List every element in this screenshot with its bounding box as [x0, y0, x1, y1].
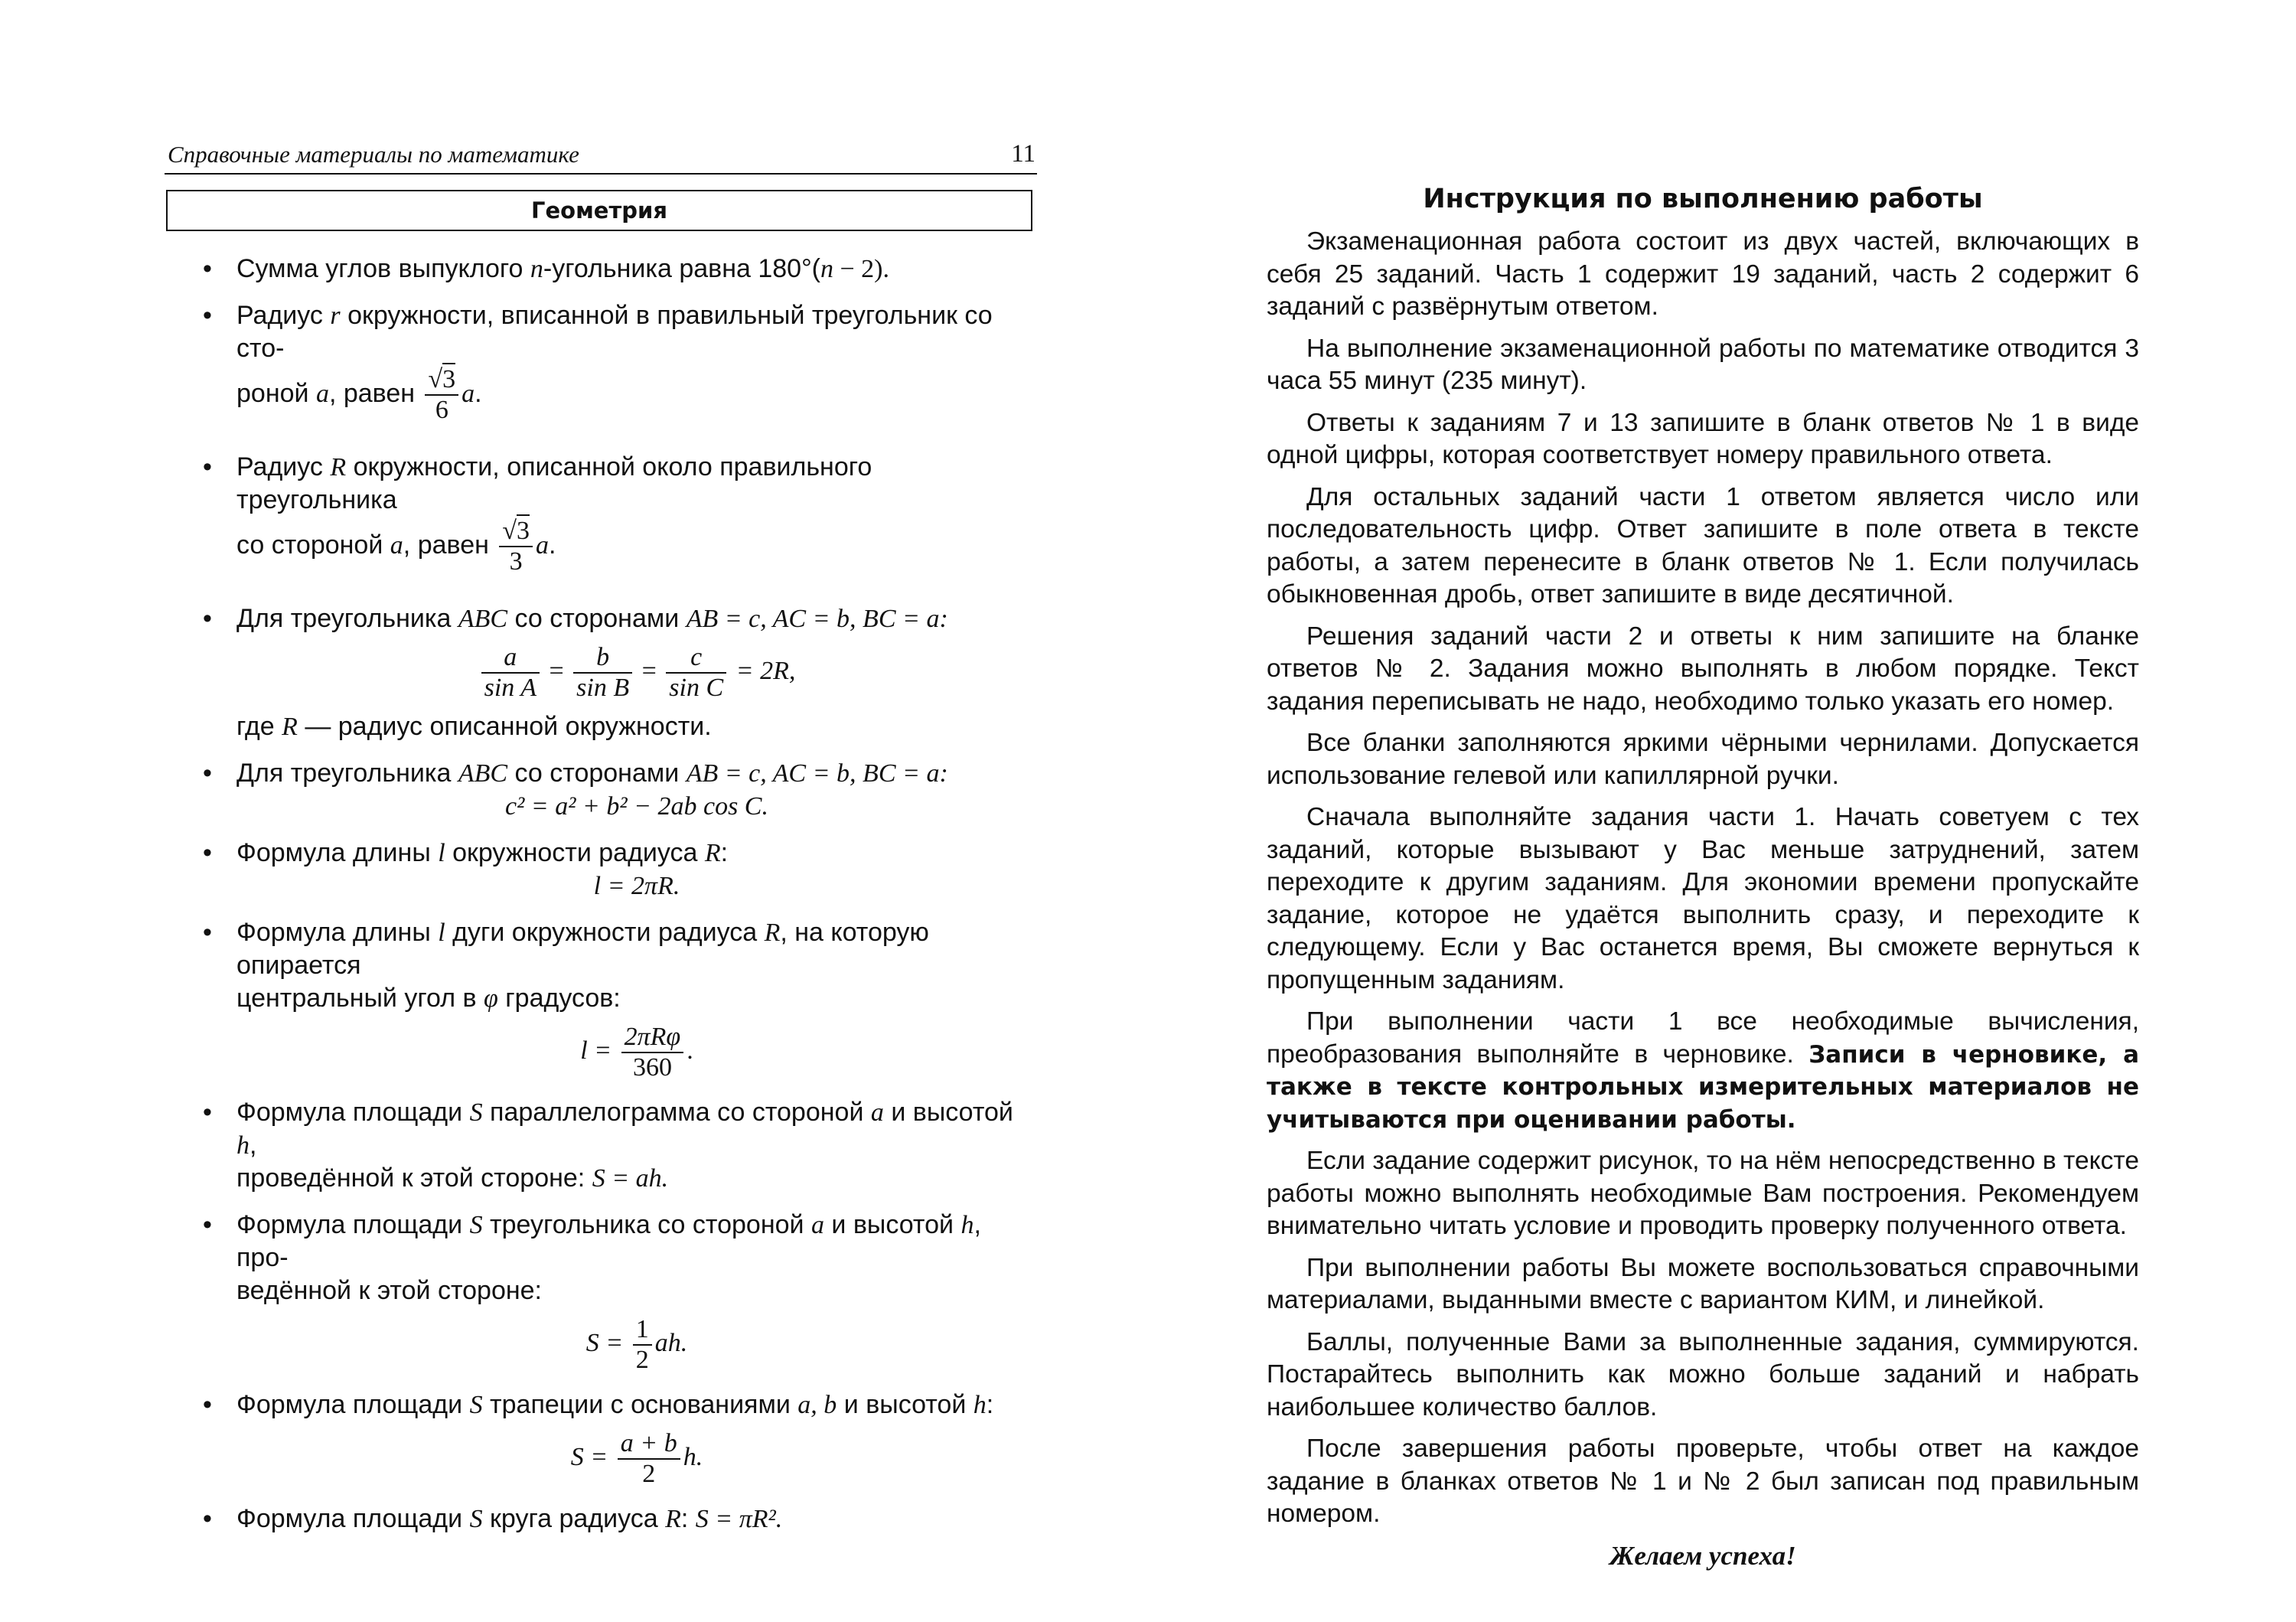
draft-bold-text: Записи в черновике, а также в тексте контрольных измерительных материалов не учитываются при оценивании работы. [1267, 1040, 2139, 1134]
formula-inscribed-radius: • Радиус r окружности, вписанной в правильный треугольник со сто- роной a, равен $\frac{√3}{6}$ a. [165, 299, 1037, 425]
instruction-paragraph: При выполнении работы Вы можете воспользоваться справочными материалами, выданными вместе с вариантом КИМ, и линейкой. [1267, 1253, 2139, 1314]
instruction-paragraph: Ответы к заданиям 7 и 13 запишите в бланк ответов № 1 в виде одной цифры, которая соответствует номеру правильного ответа. [1267, 408, 2139, 469]
formula-cosine-law: • Для треугольника ABC со сторонами AB = c, AC = b, BC = a: c² = a² + b² − 2ab cos C. [165, 757, 1037, 823]
instruction-paragraph: Сначала выполняйте задания части 1. Начать советуем с тех заданий, которые вызывают у Вас меньше затруднений, затем переходите к другим заданиям. Для экономии времени пропускайте задание, которое не удаётся выполнить сразу, и переходите к следующему. Если у Вас останется время, Вы сможете вернуться к пропущенным заданиям. [1267, 803, 2139, 994]
running-title: Справочные материалы по математике [168, 141, 579, 168]
draft-plain-text: При выполнении части 1 все необходимые вычисления, преобразования выполняйте в черновике. [1267, 1007, 2139, 1069]
instruction-paragraph: Все бланки заполняются яркими чёрными чернилами. Допускается использование гелевой или капиллярной ручки. [1267, 729, 2139, 790]
right-page [1267, 0, 2139, 1622]
fraction: $\frac{√3}{6}$ [425, 365, 458, 425]
formula-list [165, 253, 1037, 1549]
formula-circumscribed-radius: • Радиус R окружности, описанной около правильного треугольника со стороной a, равен $\frac{√3}{3}$ a. [165, 451, 1037, 576]
instructions-title: Инструкция по выполнению работы [1423, 184, 1983, 214]
instruction-paragraph: Для остальных заданий части 1 ответом является число или последовательность цифр. Ответ запишите в поле ответа в тексте работы, а затем перенесите в бланк ответов № 1. Если получилась обыкновенная дробь, ответ запишите в виде десятичной. [1267, 482, 2139, 609]
formula-circumference: • Формула длины l окружности радиуса R: l = 2πR. [165, 837, 1037, 902]
instruction-paragraph: Если задание содержит рисунок, то на нём непосредственно в тексте работы можно выполнять необходимые Вам построения. Рекомендуем внимательно читать условие и проводить проверку полученного ответа. [1267, 1147, 2139, 1240]
instruction-paragraph: Баллы, полученные Вами за выполненные задания, суммируются. Постарайтесь выполнить как можно больше заданий и набрать наибольшее количество баллов. [1267, 1327, 2139, 1421]
left-page [165, 0, 1037, 1622]
formula-trapezoid-area: • Формула площади S трапеции с основаниями a, b и высотой h: S = $\frac{a + b}{2}$ h. [165, 1389, 1037, 1489]
running-header [165, 136, 1037, 175]
sine-law-equation: $\frac{a}{\text{sin A}}$ = $\frac{b}{\text{sin B}}$ = $\frac{c}{\text{sin C}}$ = 2R, [236, 643, 1037, 703]
fraction: $\frac{√3}{3}$ [499, 517, 533, 576]
cosine-law-equation: c² = a² + b² − 2ab cos C. [504, 792, 768, 821]
instruction-paragraph: Решения заданий части 2 и ответы к ним запишите на бланке ответов № 2. Задания можно выполнять в любом порядке. Текст задания переписывать не надо, необходимо только указать его номер. [1267, 622, 2139, 716]
formula-parallelogram-area: • Формула площади S параллелограмма со стороной a и высотой h, проведённой к этой стороне: S = ah. [165, 1096, 1037, 1195]
formula-arc-length: • Формула длины l дуги окружности радиуса R, на которую опирается центральный угол в φ градусов: l = $\frac{\text{2πRφ}}{360}$ . [165, 916, 1037, 1082]
trapezoid-area-equation: S = $\frac{a + b}{2}$ h. [570, 1429, 703, 1488]
instruction-paragraph-draft [1267, 1006, 2139, 1136]
section-title-geometry: Геометрия [166, 190, 1032, 231]
formula-sine-law: • Для треугольника ABC со сторонами AB = c, AC = b, BC = a: $\frac{a}{\text{sin A}}$ = $\frac{b}{\text{sin B}}$ = $\frac{c}{\text{sin C}}$ = 2R, где R — радиус описанной окружности. [165, 602, 1037, 743]
instruction-paragraph: На выполнение экзаменационной работы по математике отводится 3 часа 55 минут (235 минут). [1267, 334, 2139, 395]
formula-polygon-angles: • Сумма углов выпуклого n-угольника равна 180°(n − 2). [165, 253, 1037, 286]
page-number: 11 [1011, 140, 1035, 168]
instruction-paragraph: После завершения работы проверьте, чтобы ответ на каждое задание в бланках ответов № 1 и № 2 был записан под правильным номером. [1267, 1434, 2139, 1528]
formula-triangle-area: • Формула площади S треугольника со стороной a и высотой h, про- ведённой к этой стороне: S = $\frac{1}{2}$ ah. [165, 1209, 1037, 1375]
arc-length-equation: l = $\frac{\text{2πRφ}}{360}$ . [580, 1023, 693, 1082]
formula-circle-area: • Формула площади S круга радиуса R: S = πR². [165, 1503, 1037, 1536]
instructions-body [1267, 226, 2139, 1572]
closing-wish: Желаем успеха! [1609, 1540, 1796, 1571]
circumference-equation: l = 2πR. [593, 872, 680, 900]
triangle-area-equation: S = $\frac{1}{2}$ ah. [585, 1315, 688, 1374]
instruction-paragraph: Экзаменационная работа состоит из двух частей, включающих в себя 25 заданий. Часть 1 содержит 19 заданий, часть 2 содержит 6 заданий с развёрнутым ответом. [1267, 227, 2139, 321]
